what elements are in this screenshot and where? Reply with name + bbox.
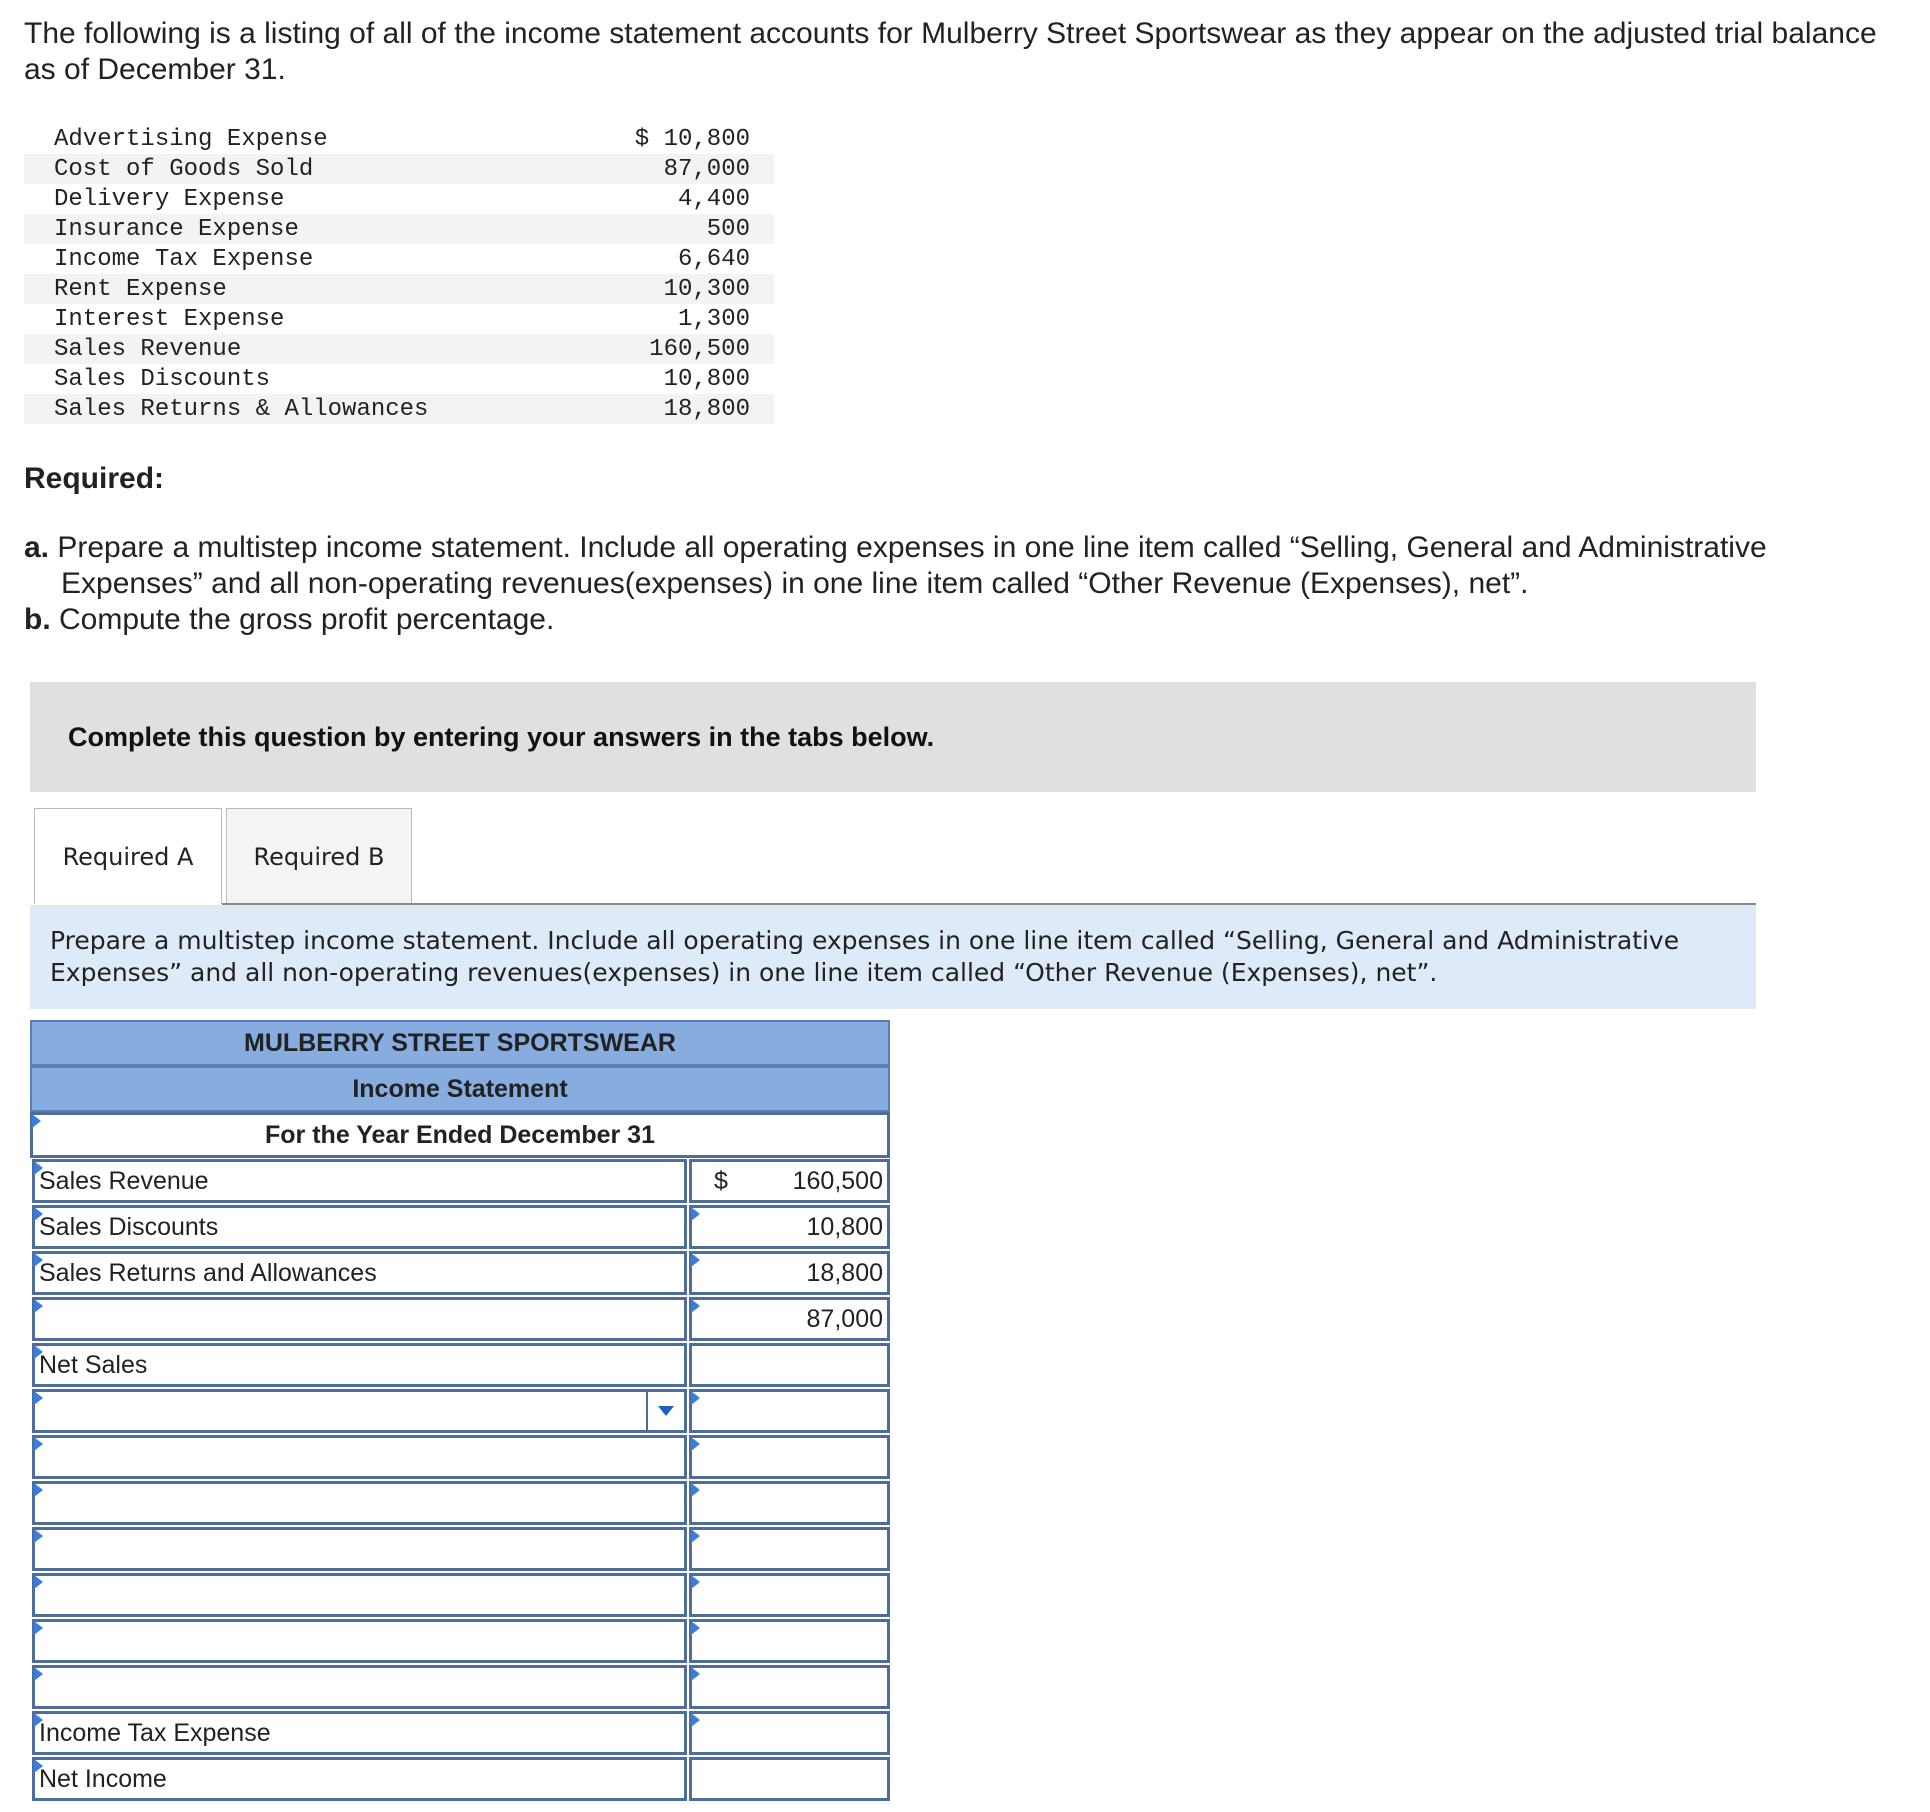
flag-icon	[34, 1759, 43, 1773]
flag-icon	[691, 1529, 700, 1543]
required-a-label: a.	[24, 531, 50, 564]
trial-balance-row: Rent Expense 10,300	[24, 274, 774, 304]
required-a	[24, 530, 1904, 602]
row-amount-input[interactable]	[689, 1665, 890, 1709]
row-amount-input[interactable]: $ 160,500	[689, 1159, 890, 1203]
row-label-input[interactable]: Income Tax Expense	[32, 1711, 687, 1755]
row-label-input[interactable]: Sales Returns and Allowances	[32, 1251, 687, 1295]
flag-icon	[691, 1621, 700, 1635]
income-statement	[30, 1020, 890, 1812]
required-b-label: b.	[24, 603, 51, 636]
row-label-input[interactable]: Net Sales	[32, 1343, 687, 1387]
trial-balance-row: Sales Revenue 160,500	[24, 334, 774, 364]
flag-icon	[34, 1713, 43, 1727]
row-label-input[interactable]	[32, 1481, 687, 1525]
flag-icon	[34, 1621, 43, 1635]
flag-icon	[691, 1483, 700, 1497]
trial-balance-row: Advertising Expense $ 10,800	[54, 125, 750, 153]
statement-period[interactable]: For the Year Ended December 31	[30, 1112, 890, 1158]
flag-icon	[34, 1161, 43, 1175]
flag-icon	[34, 1299, 43, 1313]
row-amount-input[interactable]	[689, 1573, 890, 1617]
flag-icon	[691, 1253, 700, 1267]
trial-balance-row: Cost of Goods Sold 87,000	[24, 154, 774, 184]
row-label-input[interactable]: Sales Discounts	[32, 1205, 687, 1249]
flag-icon	[691, 1207, 700, 1221]
tab-required-a[interactable]: Required A	[34, 808, 222, 904]
complete-banner: Complete this question by entering your answers in the tabs below.	[30, 682, 1756, 792]
trial-balance-row: Sales Discounts 10,800	[54, 365, 750, 393]
dropdown-button[interactable]	[646, 1392, 684, 1430]
statement-company: MULBERRY STREET SPORTSWEAR	[30, 1020, 890, 1066]
row-amount-input[interactable]	[689, 1435, 890, 1479]
flag-icon	[691, 1575, 700, 1589]
trial-balance-row: Delivery Expense 4,400	[54, 185, 750, 213]
row-amount-input[interactable]	[689, 1527, 890, 1571]
row-amount-input[interactable]: 10,800	[689, 1205, 890, 1249]
row-label-input[interactable]	[32, 1665, 687, 1709]
row-label-input[interactable]	[32, 1573, 687, 1617]
flag-icon	[34, 1437, 43, 1451]
trial-balance-row: Income Tax Expense 6,640	[54, 245, 750, 273]
row-label-input[interactable]	[32, 1297, 687, 1341]
required-a-text-line1: Prepare a multistep income statement. Include all operating expenses in one line item called “Selling, General and Administrative	[57, 531, 1767, 564]
row-amount-input[interactable]	[689, 1711, 890, 1755]
row-label-input[interactable]	[32, 1527, 687, 1571]
statement-title: Income Statement	[30, 1066, 890, 1112]
required-heading: Required:	[24, 462, 165, 495]
flag-icon	[34, 1529, 43, 1543]
dollar-sign: $	[714, 1166, 728, 1195]
required-b	[24, 602, 554, 638]
trial-balance-row: Insurance Expense 500	[24, 214, 774, 244]
required-a-text-line2: Expenses” and all non-operating revenues(expenses) in one line item called “Other Revenue (Expenses), net”.	[61, 567, 1529, 600]
flag-icon	[34, 1483, 43, 1497]
tab-bar	[34, 808, 412, 904]
row-amount-input[interactable]: 18,800	[689, 1251, 890, 1295]
tab-required-b[interactable]: Required B	[226, 808, 412, 904]
row-label-input[interactable]	[32, 1619, 687, 1663]
row-amount-input[interactable]	[689, 1481, 890, 1525]
row-label-input[interactable]	[32, 1435, 687, 1479]
chevron-down-icon	[658, 1406, 674, 1416]
flag-icon	[34, 1207, 43, 1221]
trial-balance-row: Sales Returns & Allowances 18,800	[24, 394, 774, 424]
trial-balance-table	[24, 124, 774, 424]
flag-icon	[691, 1391, 700, 1405]
flag-icon	[691, 1437, 700, 1451]
row-amount-input[interactable]	[689, 1389, 890, 1433]
flag-icon	[34, 1391, 43, 1405]
row-label-dropdown[interactable]	[32, 1389, 687, 1433]
flag-icon	[691, 1299, 700, 1313]
row-amount-input[interactable]: 87,000	[689, 1297, 890, 1341]
flag-icon	[32, 1114, 41, 1128]
trial-balance-row: Interest Expense 1,300	[54, 305, 750, 333]
instruction-text: Prepare a multistep income statement. Include all operating expenses in one line item called “Selling, General and Administrative Expenses” and all non-operating revenues(expenses) in one line item called “Other Revenue (Expenses), net”.	[30, 905, 1756, 1009]
row-label-input[interactable]: Sales Revenue	[32, 1159, 687, 1203]
flag-icon	[34, 1345, 43, 1359]
flag-icon	[34, 1667, 43, 1681]
flag-icon	[691, 1667, 700, 1681]
row-amount-input[interactable]	[689, 1619, 890, 1663]
row-amount-input[interactable]	[689, 1757, 890, 1801]
row-label-input[interactable]: Net Income	[32, 1757, 687, 1801]
row-amount-input[interactable]	[689, 1343, 890, 1387]
required-b-text: Compute the gross profit percentage.	[59, 603, 555, 636]
flag-icon	[34, 1253, 43, 1267]
intro-text: The following is a listing of all of the income statement accounts for Mulberry Street Sportswear as they appear on the adjusted trial balance as of December 31.	[24, 17, 1877, 86]
flag-icon	[691, 1713, 700, 1727]
flag-icon	[34, 1575, 43, 1589]
